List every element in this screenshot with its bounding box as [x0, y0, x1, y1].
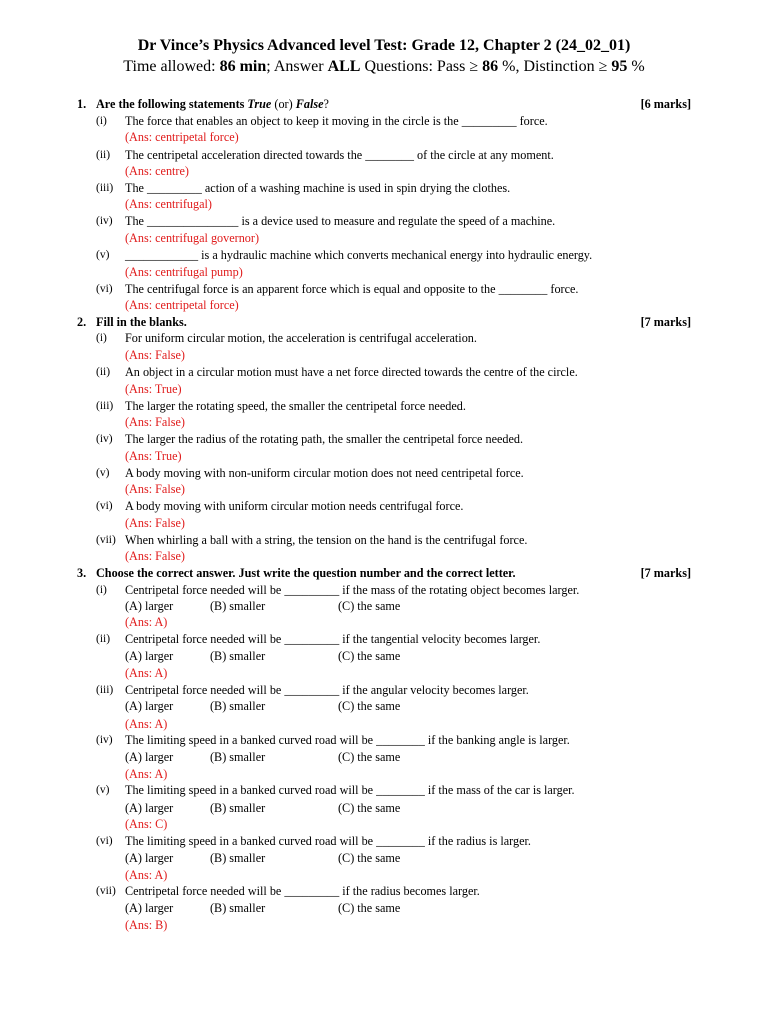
question-number: 1. [77, 97, 87, 111]
option-b: (B) smaller [210, 750, 266, 764]
statement: Centripetal force needed will be _________ if the angular velocity becomes larger. [125, 683, 529, 697]
option-a: (A) larger [125, 750, 174, 764]
option-a: (A) larger [125, 801, 174, 815]
question-marks: [7 marks] [640, 315, 691, 329]
item-number: (iii) [96, 400, 114, 412]
item-number: (iv) [96, 215, 113, 227]
answer: (Ans: A) [125, 767, 168, 781]
answer: (Ans: A) [125, 868, 168, 882]
answer: (Ans: centre) [125, 164, 189, 178]
option-a: (A) larger [125, 699, 174, 713]
item-number: (vii) [96, 885, 116, 897]
distinction-value: 95 [611, 58, 628, 75]
question-number: 3. [77, 566, 87, 580]
statement: Centripetal force needed will be _________ if the mass of the rotating object becomes larger. [125, 583, 580, 597]
option-b: (B) smaller [210, 599, 266, 613]
option-c: (C) the same [338, 699, 401, 713]
item-number: (ii) [96, 366, 111, 378]
question-heading [96, 96, 329, 112]
answer: (Ans: A) [125, 615, 168, 629]
statement: The centripetal acceleration directed towards the ________ of the circle at any moment. [125, 148, 554, 162]
item-number: (v) [96, 467, 110, 479]
answer: (Ans: False) [125, 482, 185, 496]
question-heading: Choose the correct answer. Just write the question number and the correct letter. [96, 566, 516, 580]
answer: (Ans: True) [125, 382, 182, 396]
option-c: (C) the same [338, 649, 401, 663]
statement: An object in a circular motion must have a net force directed towards the centre of the circle. [125, 365, 578, 379]
page-title: Dr Vince’s Physics Advanced level Test: Grade 12, Chapter 2 (24_02_01) [137, 37, 631, 54]
option-c: (C) the same [338, 599, 401, 613]
answer: (Ans: False) [125, 415, 185, 429]
statement: The force that enables an object to keep it moving in the circle is the _________ force. [125, 114, 548, 128]
answer: (Ans: centrifugal governor) [125, 231, 260, 245]
item-number: (ii) [96, 633, 111, 645]
item-number: (v) [96, 249, 110, 261]
statement: The limiting speed in a banked curved road will be ________ if the radius is larger. [125, 834, 531, 848]
percent-sign: % [627, 58, 645, 75]
item-number: (vi) [96, 500, 113, 512]
option-b: (B) smaller [210, 851, 266, 865]
item-number: (vi) [96, 835, 113, 847]
question-marks: [6 marks] [640, 97, 691, 111]
answer-label: ; Answer [266, 58, 328, 75]
statement: Centripetal force needed will be _________ if the radius becomes larger. [125, 884, 480, 898]
option-a: (A) larger [125, 599, 174, 613]
option-c: (C) the same [338, 801, 401, 815]
statement: The larger the radius of the rotating path, the smaller the centripetal force needed. [125, 432, 524, 446]
statement: A body moving with uniform circular motion needs centrifugal force. [125, 499, 464, 513]
heading-true: True [247, 97, 272, 111]
item-number: (i) [96, 332, 107, 344]
option-b: (B) smaller [210, 801, 266, 815]
statement: A body moving with non-uniform circular motion does not need centripetal force. [125, 466, 524, 480]
item-number: (i) [96, 584, 107, 596]
answer: (Ans: False) [125, 348, 185, 362]
statement: ____________ is a hydraulic machine which converts mechanical energy into hydraulic energy. [125, 248, 593, 262]
answer: (Ans: True) [125, 449, 182, 463]
statement: The larger the rotating speed, the smaller the centripetal force needed. [125, 399, 466, 413]
item-number: (iv) [96, 734, 113, 746]
pass-label: Questions: Pass ≥ [360, 58, 483, 75]
statement: For uniform circular motion, the acceleration is centrifugal acceleration. [125, 331, 477, 345]
option-b: (B) smaller [210, 649, 266, 663]
answer: (Ans: centripetal force) [125, 298, 239, 312]
statement: The limiting speed in a banked curved road will be ________ if the banking angle is larger. [125, 733, 570, 747]
question-heading: Fill in the blanks. [96, 315, 187, 329]
distinction-label: %, Distinction ≥ [498, 58, 612, 75]
statement: When whirling a ball with a string, the tension on the hand is the centrifugal force. [125, 533, 528, 547]
item-number: (v) [96, 784, 110, 796]
answer: (Ans: False) [125, 549, 185, 563]
question-number: 2. [77, 315, 87, 329]
answer: (Ans: centrifugal pump) [125, 265, 243, 279]
answer: (Ans: centrifugal) [125, 197, 212, 211]
answer-value: ALL [327, 58, 361, 75]
statement: The _______________ is a device used to measure and regulate the speed of a machine. [125, 214, 556, 228]
item-number: (iii) [96, 182, 114, 194]
answer: (Ans: A) [125, 666, 168, 680]
answer: (Ans: B) [125, 918, 168, 932]
option-b: (B) smaller [210, 901, 266, 915]
pass-value: 86 [482, 58, 499, 75]
heading-question-mark: ? [323, 97, 329, 111]
item-number: (vi) [96, 283, 113, 295]
heading-text: Are the following statements [96, 97, 248, 111]
option-c: (C) the same [338, 750, 401, 764]
statement: Centripetal force needed will be _________ if the tangential velocity becomes larger. [125, 632, 541, 646]
answer: (Ans: centripetal force) [125, 130, 239, 144]
heading-or: (or) [271, 97, 296, 111]
item-number: (iv) [96, 433, 113, 445]
heading-false: False [295, 97, 324, 111]
option-a: (A) larger [125, 649, 174, 663]
answer: (Ans: A) [125, 717, 168, 731]
time-value: 86 min [219, 58, 267, 75]
answer: (Ans: False) [125, 516, 185, 530]
option-a: (A) larger [125, 851, 174, 865]
item-number: (vii) [96, 534, 116, 546]
option-a: (A) larger [125, 901, 174, 915]
option-c: (C) the same [338, 901, 401, 915]
question-marks: [7 marks] [640, 566, 691, 580]
statement: The limiting speed in a banked curved road will be ________ if the mass of the car is larger. [125, 783, 575, 797]
statement: The centrifugal force is an apparent force which is equal and opposite to the ________ force. [125, 282, 579, 296]
test-requirements [0, 58, 768, 76]
option-b: (B) smaller [210, 699, 266, 713]
statement: The _________ action of a washing machine is used in spin drying the clothes. [125, 181, 511, 195]
option-c: (C) the same [338, 851, 401, 865]
answer: (Ans: C) [125, 817, 168, 831]
item-number: (ii) [96, 149, 111, 161]
time-label: Time allowed: [123, 58, 220, 75]
item-number: (i) [96, 115, 107, 127]
item-number: (iii) [96, 684, 114, 696]
